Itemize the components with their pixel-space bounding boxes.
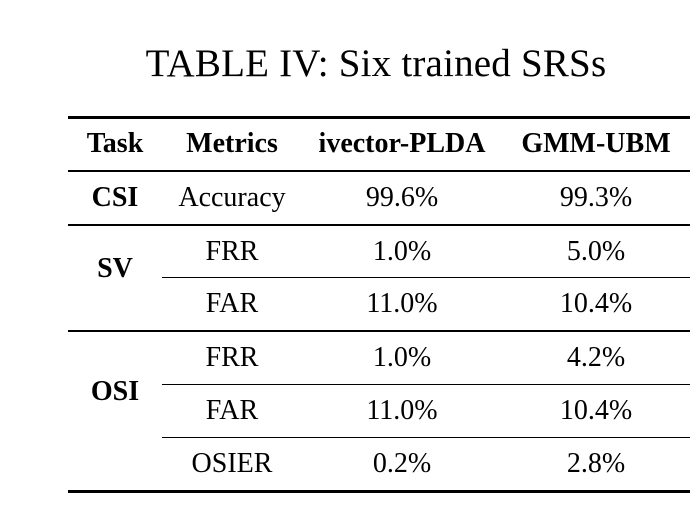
column-header-metrics: Metrics xyxy=(186,128,278,159)
ivector-plda-value: 11.0% xyxy=(366,395,438,426)
task-label: SV xyxy=(97,253,133,284)
gmm-ubm-value: 10.4% xyxy=(559,395,633,426)
task-label: OSI xyxy=(90,376,140,407)
column-header-gmm-ubm: GMM-UBM xyxy=(521,128,671,159)
gmm-ubm-value: 10.4% xyxy=(559,288,633,319)
metric-cell: FAR xyxy=(205,288,259,319)
metric-cell: FRR xyxy=(205,342,259,373)
metric-cell: FAR xyxy=(205,395,259,426)
column-header-ivector-plda: ivector-PLDA xyxy=(318,128,486,159)
column-header-task: Task xyxy=(86,128,144,159)
ivector-plda-value: 99.6% xyxy=(365,182,439,213)
metric-cell: Accuracy xyxy=(178,182,286,213)
ivector-plda-value: 11.0% xyxy=(366,288,438,319)
gmm-ubm-value: 2.8% xyxy=(566,448,626,479)
metric-cell: OSIER xyxy=(191,448,273,479)
ivector-plda-value: 1.0% xyxy=(372,236,432,267)
ivector-plda-value: 0.2% xyxy=(372,448,432,479)
gmm-ubm-value: 4.2% xyxy=(566,342,626,373)
gmm-ubm-value: 5.0% xyxy=(566,236,626,267)
table-caption: TABLE IV: Six trained SRSs xyxy=(145,42,607,85)
gmm-ubm-value: 99.3% xyxy=(559,182,633,213)
ivector-plda-value: 1.0% xyxy=(372,342,432,373)
metric-cell: FRR xyxy=(205,236,259,267)
task-label: CSI xyxy=(91,182,139,213)
